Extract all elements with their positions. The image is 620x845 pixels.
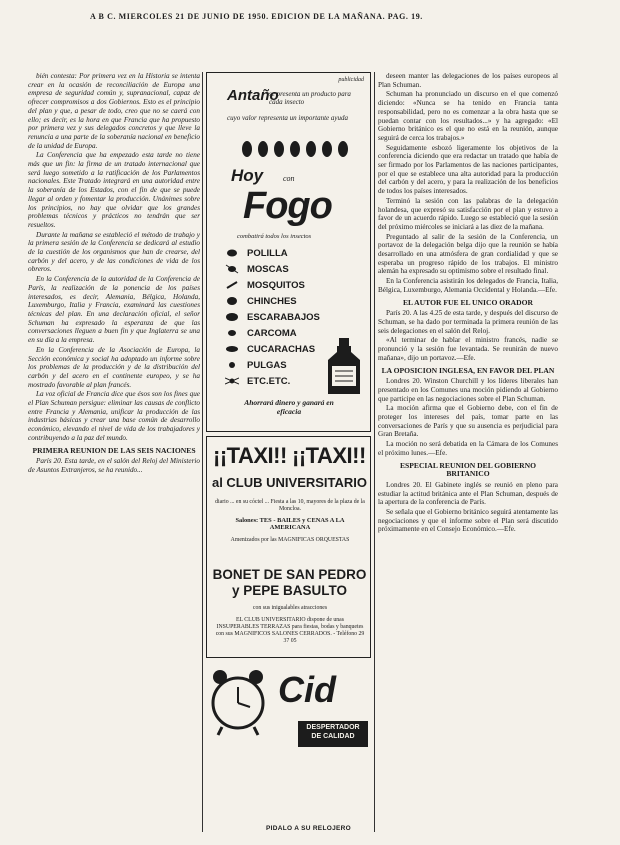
insect-label: MOSQUITOS xyxy=(247,279,305,291)
bonet-name: BONET DE SAN PEDRO xyxy=(212,567,367,582)
left-subheadline: PRIMERA REUNION DE LAS SEIS NACIONES xyxy=(32,445,196,455)
left-paragraph: bién contesta: Por primera vez en la Historia se intenta crear en la ocasión de reconciliación de Europa una empresa de seguridad común y, supranacional, capaz de ofrecer compromisos a dos Gobiernos. Esto es el principio del plan y que, a pesar de todo, creo que no se caerá con ello; es decir, es la hora en que Francia que ha propuesto por primera vez y sus delegados concretos y que lleve la renuncia a una parte de la soberanía nacional en beneficio de la unidad de Europa. xyxy=(28,72,200,150)
banner-line-1: DESPERTADOR xyxy=(306,724,360,731)
right-subheadline-3: ESPECIAL REUNION DEL GOBIERNO BRITANICO xyxy=(399,460,537,479)
club-universitario-advertisement xyxy=(206,436,371,658)
right-paragraph: En la Conferencia asistirán los delegados de Francia, Italia, Bélgica, Luxemburgo, Alemania Occidental y Holanda.—Efe. xyxy=(378,277,558,294)
bedbug-icon xyxy=(225,296,239,306)
right-paragraph: «Al terminar de hablar el ministro francés, nadie se pronunció y la sesión fue levantada. Se reunirán de nuevo mañana», dijo un portavoz.—Efe. xyxy=(378,336,558,362)
insect-label: CHINCHES xyxy=(247,295,297,307)
mosquito-icon xyxy=(225,280,239,290)
club-line-3: Amenizados por las MAGNIFICAS ORQUESTAS xyxy=(230,537,350,543)
club-name: al CLUB UNIVERSITARIO xyxy=(211,475,368,490)
cid-brand: Cid xyxy=(278,669,336,710)
right-paragraph: La moción afirma que el Gobierno debe, con el fin de proteger los intereses del país, tomar parte en las conversaciones de París y que su ausencia es perjudicial para Gran Bretaña. xyxy=(378,404,558,439)
club-line-4: con sus inigualables atracciones xyxy=(252,605,328,611)
insect-label: PULGAS xyxy=(247,359,287,371)
left-paragraph: En la Conferencia de la Asociación de Europa, la Sección económica y social ha adoptado un informe sobre los problemas de la producción y de la distribución del carbón y del acero en el continente europeo, y se ha mostrado favorable al plan francés. xyxy=(28,345,200,389)
ahorrara-slogan: Ahorrará dinero y ganará en eficacia xyxy=(244,398,334,416)
bug-icon xyxy=(225,248,239,258)
right-paragraph: Preguntado al salir de la sesión de la Conferencia, un portavoz de la delegación belga dijo que la reunión se había desarrollado en una atmósfera de gran cordialidad y que se esperaba un progreso rápido de los trabajos. El ministro alemán ha expresado su optimismo sobre el resultado final. xyxy=(378,232,558,276)
column-divider-right xyxy=(374,72,375,832)
insect-label: MOSCAS xyxy=(247,263,289,275)
left-paragraph: La Conferencia que ha empezado esta tarde no tiene más que un fin: la firma de un tratado internacional que será luego sometido a la ratificación de los Parlamentos nacionales. Este Tratado integrará en una autoridad entre la soberanía de los Estados, con el fin de que se puede llegar al orden y fomentar la producción. Unánimes sobre los principios, no hay que olvidar que los grandes problemas técnicos y prácticos no tendrán que ser resueltos. xyxy=(28,151,200,229)
right-paragraph: La moción no será debatida en la Cámara de los Comunes el próximo lunes.—Efe. xyxy=(378,440,558,457)
antano-tagline-2: cuyo valor representa un importante ayuda xyxy=(227,114,348,122)
page-header xyxy=(0,0,620,30)
antano-fogo-advertisement xyxy=(206,72,371,432)
right-subheadline-1: EL AUTOR FUE EL UNICO ORADOR xyxy=(402,297,534,307)
right-paragraph: Se señala que el Gobierno británico seguirá atentamente las negociaciones y que el informe sobre el Plan será discutido próximamente en el Consejo Económico.—Efe. xyxy=(378,508,558,534)
antano-tagline: se presenta un producto para cada insecto xyxy=(269,90,351,106)
combatira-label: combatirá todos los insectos xyxy=(237,233,312,240)
club-line-2: Salones: TES - BAILES y CENAS A LA AMERICANA xyxy=(235,517,345,531)
left-paragraph: París 20. Esta tarde, en el salón del Reloj del Ministerio de Asuntos Extranjeros, se ha reunido... xyxy=(28,457,200,474)
fogo-logo: Fogo xyxy=(243,185,332,227)
cid-banner xyxy=(298,721,368,747)
woodworm-icon xyxy=(225,328,239,338)
header-line: A B C. MIERCOLES 21 DE JUNIO DE 1950. EDICION DE LA MAÑANA. PAG. 19. xyxy=(90,12,423,21)
insect-label: ETC.ETC. xyxy=(247,375,291,387)
bonet-headline xyxy=(211,567,368,599)
beetle-icon xyxy=(225,312,239,322)
left-paragraph: La voz oficial de Francia dice que ésos son los fines que el Plan Schuman persigue: eliminar las causas de conflicto entre Francia y Alemania, unificar la producción de las industrias básicas y crear una base común de desarrollo económico, elevando el nivel de vida de los trabajadores y contribuyendo a la paz del mundo. xyxy=(28,390,200,442)
left-paragraph: Durante la mañana se estableció el método de trabajo y la primera sesión de la Conferencia se dedicará al estudio de la cuestión de los organismos que han de crearse, del carbón y del acero, y de las condiciones de vida de los obreros. xyxy=(28,230,200,274)
right-paragraph: París 20. A las 4.25 de esta tarde, y después del discurso de Schuman, se ha dado por terminada la primera reunión de las seis delegaciones en el salón del Reloj. xyxy=(378,309,558,335)
taxi-headline-1: ¡¡TAXI!! xyxy=(213,443,287,468)
insect-item xyxy=(225,309,355,325)
club-line-1: diario ... en su cóctel ... Fiesta a las 10, mayores de la plaza de la Moncloa. xyxy=(215,499,365,512)
left-article-column xyxy=(28,72,200,807)
alarm-clock-icon xyxy=(208,667,268,737)
right-paragraph: Seguidamente esbozó ligeramente los objetivos de la conferencia diciendo que era redactar un tratado que había de ser firmado por los Parlamentos de las naciones participantes, por el que se establece una alta autoridad para la producción del carbón y del acero, y para la realización de los beneficios de todos los países interesados. xyxy=(378,143,558,196)
banner-line-2: DE CALIDAD xyxy=(311,733,355,740)
con-label: con xyxy=(283,174,295,183)
right-paragraph: Londres 20. Winston Churchill y los líderes liberales han presentado en los Comunes una moción pidiendo al Gobierno que participe en las negociaciones sobre el Plan Schuman. xyxy=(378,377,558,403)
insect-item xyxy=(225,261,355,277)
fly-icon xyxy=(225,264,239,274)
spider-icon xyxy=(225,376,239,386)
drops-icon xyxy=(239,137,349,159)
right-subheadline-2: LA OPOSICION INGLESA, EN FAVOR DEL PLAN xyxy=(381,365,555,375)
pidalo-slogan: PIDALO A SU RELOJERO xyxy=(266,825,351,832)
insect-item xyxy=(225,277,355,293)
taxi-headline-2: ¡¡TAXI!! xyxy=(292,443,366,468)
basulto-name: y PEPE BASULTO xyxy=(231,583,348,598)
ad-small-brand: publicidad xyxy=(338,77,364,83)
cockroach-icon xyxy=(225,344,239,354)
insect-item xyxy=(225,293,355,309)
bottle-icon xyxy=(326,338,362,396)
hoy-label: Hoy xyxy=(231,166,264,185)
column-divider-left xyxy=(202,72,203,832)
insect-item xyxy=(225,245,355,261)
club-line-5: EL CLUB UNIVERSITARIO dispone de unas INSUPERABLES TERRAZAS para fiestas, bodas y banquetes con sus MAGNIFICOS SALONES CERRADOS. - Teléfono 29 37 05 xyxy=(215,617,365,644)
insect-label: CARCOMA xyxy=(247,327,297,339)
right-paragraph: deseen manter las delegaciones de los países europeos al Plan Schuman. xyxy=(378,72,558,89)
insect-label: ESCARABAJOS xyxy=(247,311,320,323)
right-article-column xyxy=(378,72,558,840)
right-paragraph: Schuman ha pronunciado un discurso en el que comenzó diciendo: «Nunca se ha tenido en Francia tanta responsabilidad, pero no es comenzar a la obra hasta que se puedan contar con los resultados...» y ha agregado: «El Gobierno británico es el que no está en la reunión, aunque seguirá de cerca los trabajos.» xyxy=(378,90,558,142)
flea-icon xyxy=(225,360,239,370)
right-paragraph: Londres 20. El Gabinete inglés se reunió en pleno para estudiar la actitud británica ante el Plan Schuman, después de la apertura de la conferencia de París. xyxy=(378,480,558,507)
insect-label: POLILLA xyxy=(247,247,288,259)
antano-brand: Antaño xyxy=(227,87,279,104)
insect-label: CUCARACHAS xyxy=(247,343,316,355)
left-paragraph: En la Conferencia de la autoridad de la Conferencia de París, la realización de la ponencia de los países interesados, es decir, Alemania, Bélgica, Holanda, Luxemburgo, Italia y Francia, examinará las cuestiones técnicas del plan. En una declaración oficial, el señor Schuman ha expresado la esperanza de que las conversaciones lleguen a buen fin y que Inglaterra se una en su día a la empresa. xyxy=(28,275,200,345)
right-paragraph: Terminó la sesión con las palabras de la delegación holandesa, que expresó su satisfacción por el plan y estuvo a favor de un acuerdo rápido. Luego se estableció que la sesión del próximo miércoles se iniciará a las diez de la mañana. xyxy=(378,196,558,231)
cid-clock-advertisement xyxy=(206,665,371,830)
